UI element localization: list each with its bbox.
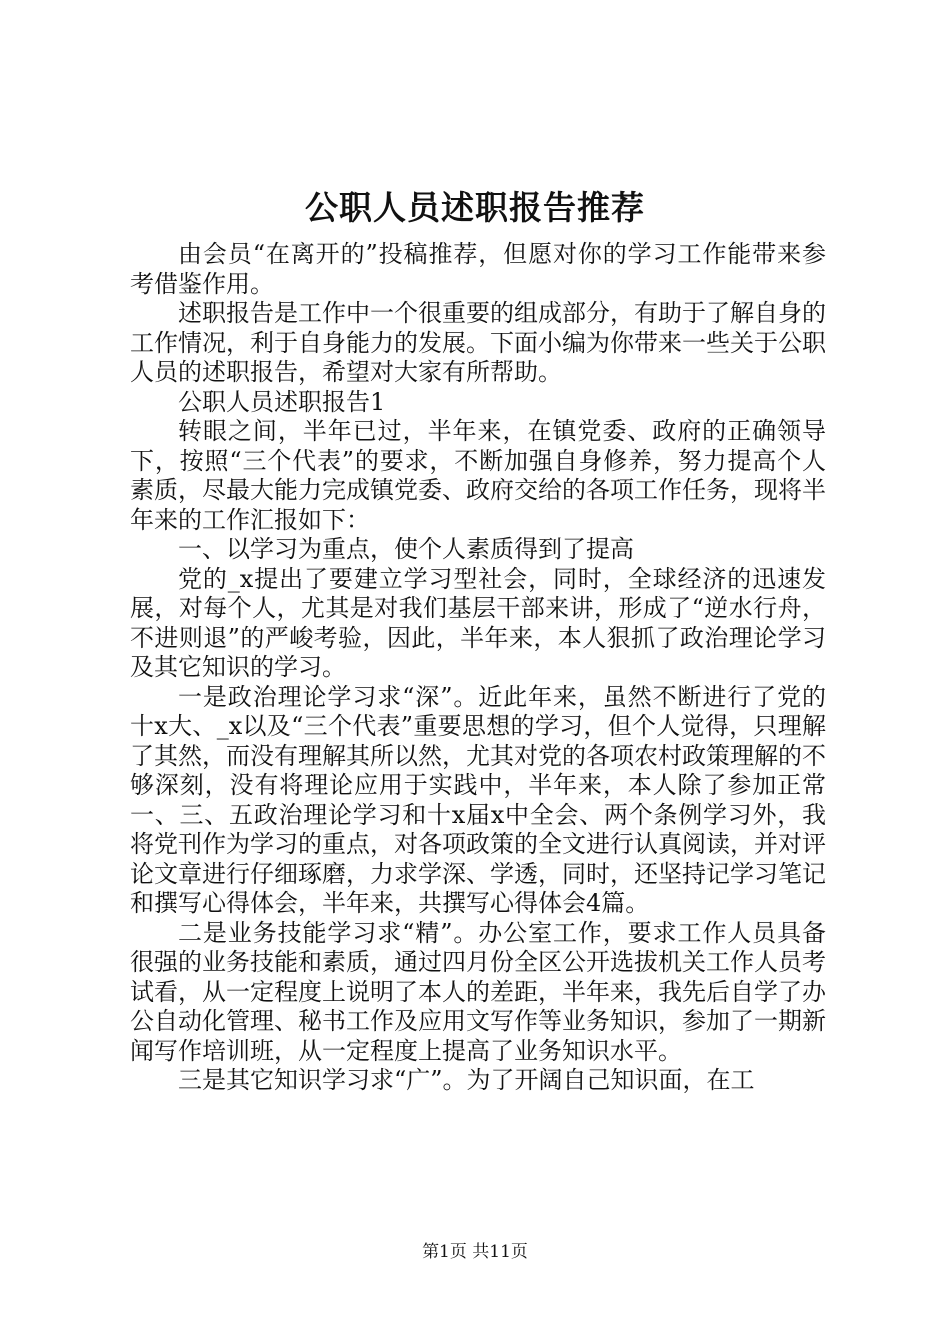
document-body: [130, 240, 826, 1096]
paragraph-business-skills: 二是业务技能学习求“精”。办公室工作，要求工作人员具备很强的业务技能和素质，通过四月份全区公开选拔机关工作人员考试看，从一定程度上说明了本人的差距，半年来，我先后自学了办公自动化管理、秘书工作及应用文写作等业务知识，参加了一期新闻写作培训班，从一定程度上提高了业务知识水平。: [130, 918, 826, 1065]
report-heading: 公职人员述职报告1: [178, 387, 386, 416]
paragraph-political-theory: 一是政治理论学习求“深”。近此年来，虽然不断进行了党的十x大、_x以及“三个代表”重要思想的学习，但个人觉得，只理解了其然，而没有理解其所以然，尤其对党的各项农村政策理解的不够深刻，没有将理论应用于实践中，半年来，本人除了参加正常一、三、五政治理论学习和十x届x中全会、两个条例学习外，我将党刊作为学习的重点，对各项政策的全文进行认真阅读，并对评论文章进行仔细琢磨，力求学深、学透，同时，还坚持记学习笔记和撰写心得体会，半年来，共撰写心得体会4篇。: [130, 682, 826, 917]
section-heading-study: 一、以学习为重点，使个人素质得到了提高: [178, 535, 634, 563]
paragraph-opening: 转眼之间，半年已过，半年来，在镇党委、政府的正确领导下，按照“三个代表”的要求，不断加强自身修养，努力提高个人素质，尽最大能力完成镇党委、政府交给的各项工作任务，现将半年来的工作汇报如下：: [130, 417, 826, 534]
page-number-footer: 第1页 共11页: [422, 1242, 528, 1262]
paragraph-preface: 述职报告是工作中一个很重要的组成部分，有助于了解自身的工作情况，利于自身能力的发展。下面小编为你带来一些关于公职人员的述职报告，希望对大家有所帮助。: [130, 299, 826, 386]
paragraph-intro: 由会员“在离开的”投稿推荐，但愿对你的学习工作能带来参考借鉴作用。: [130, 240, 826, 298]
paragraph-study-overview: 党的_x提出了要建立学习型社会，同时，全球经济的迅速发展，对每个人，尤其是对我们基层干部来讲，形成了“逆水行舟，不进则退”的严峻考验，因此，半年来，本人狠抓了政治理论学习及其它知识的学习。: [130, 564, 826, 681]
paragraph-other-knowledge: 三是其它知识学习求“广”。为了开阔自己知识面，在工: [178, 1066, 755, 1094]
document-title: 公职人员述职报告推荐: [305, 188, 645, 227]
